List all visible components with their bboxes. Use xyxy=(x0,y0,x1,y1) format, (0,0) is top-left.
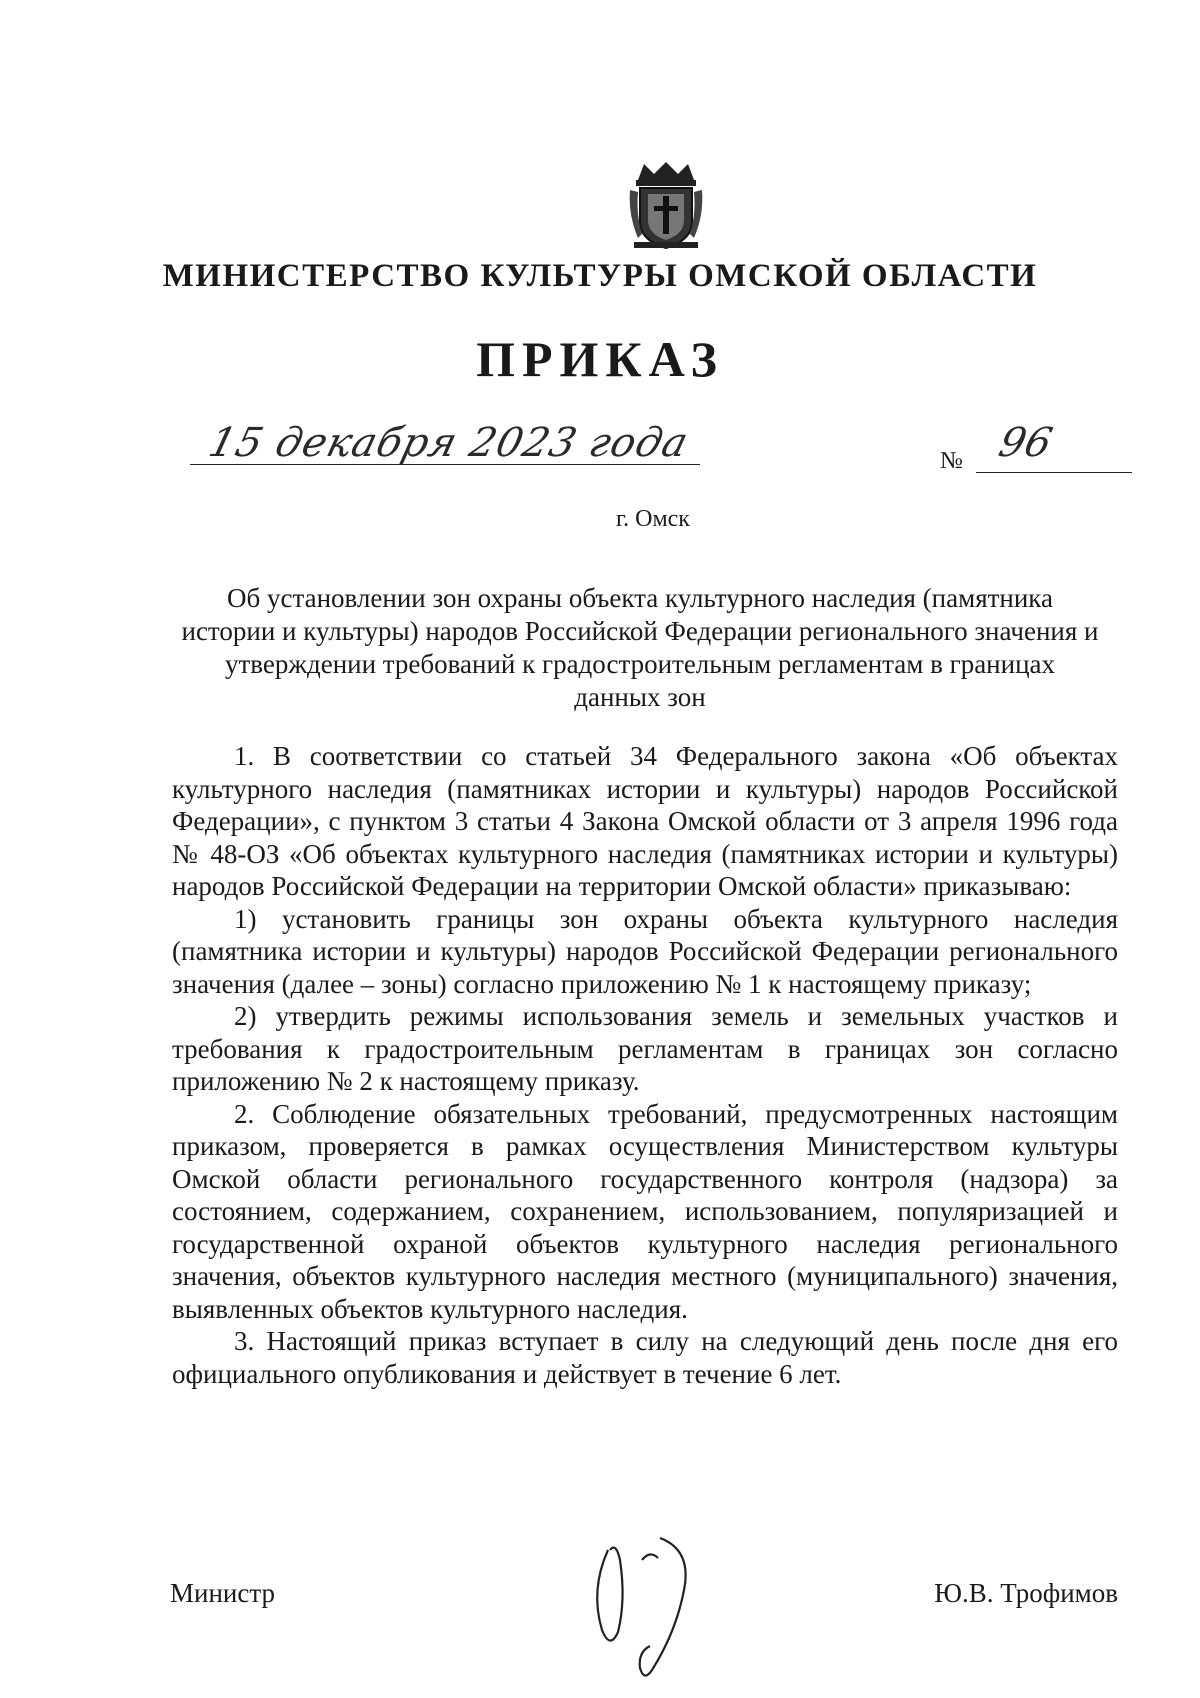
date-underline xyxy=(190,464,700,465)
ministry-name: МИНИСТЕРСТВО КУЛЬТУРЫ ОМСКОЙ ОБЛАСТИ xyxy=(162,258,1038,294)
paragraph: 1. В соответствии со статьей 34 Федерального закона «Об объектах культурного наследия (памятниках истории и культуры) народов Российской Федерации», с пунктом 3 статьи 4 Закона Омской области от 3 апреля 1996 года № 48-ОЗ «Об объектах культурного наследия (памятниках истории и культуры) народов Российской Федерации на территории Омской области» приказываю: xyxy=(172,741,1118,901)
paragraph: 1) установить границы зон охраны объекта культурного наследия (памятника истории и культуры) народов Российской Федерации регионального значения (далее – зоны) согласно приложению № 1 к настоящему приказу; xyxy=(172,903,1118,999)
document-type-title: ПРИКАЗ xyxy=(476,331,724,387)
paragraph: 2) утвердить режимы использования земель и земельных участков и требования к градостроительным регламентам в границах зон согласно приложению № 2 к настоящему приказу. xyxy=(172,1001,1118,1096)
paragraph: 3. Настоящий приказ вступает в силу на следующий день после дня его официального опубликования и действует в течение 6 лет. xyxy=(172,1326,1118,1389)
coat-of-arms-icon xyxy=(626,160,706,250)
city-name: г. Омск xyxy=(616,506,690,532)
handwritten-signature-icon xyxy=(580,1520,710,1690)
signatory-name: Ю.В. Трофимов xyxy=(934,1578,1118,1608)
signatory-role: Министр xyxy=(170,1578,275,1608)
handwritten-number: 96 xyxy=(994,420,1057,466)
order-subject: Об установлении зон охраны объекта культурного наследия (памятника истории и культуры) народов Российской Федерации регионального значения и утверждении требований к градостроительным регламентам в границах данных зон xyxy=(181,583,1099,712)
order-body xyxy=(172,740,1118,1390)
handwritten-date: 15 декабря 2023 года xyxy=(204,420,694,466)
paragraph: 2. Соблюдение обязательных требований, предусмотренных настоящим приказом, проверяется в рамках осуществления Министерством культуры Омской области регионального государственного контроля (надзора) за состоянием, содержанием, сохранением, использованием, популяризацией и государственной охраной объектов культурного наследия регионального значения, объектов культурного наследия местного (муниципального) значения, выявленных объектов культурного наследия. xyxy=(172,1098,1118,1324)
number-label: № xyxy=(940,448,963,474)
number-underline xyxy=(976,472,1132,473)
